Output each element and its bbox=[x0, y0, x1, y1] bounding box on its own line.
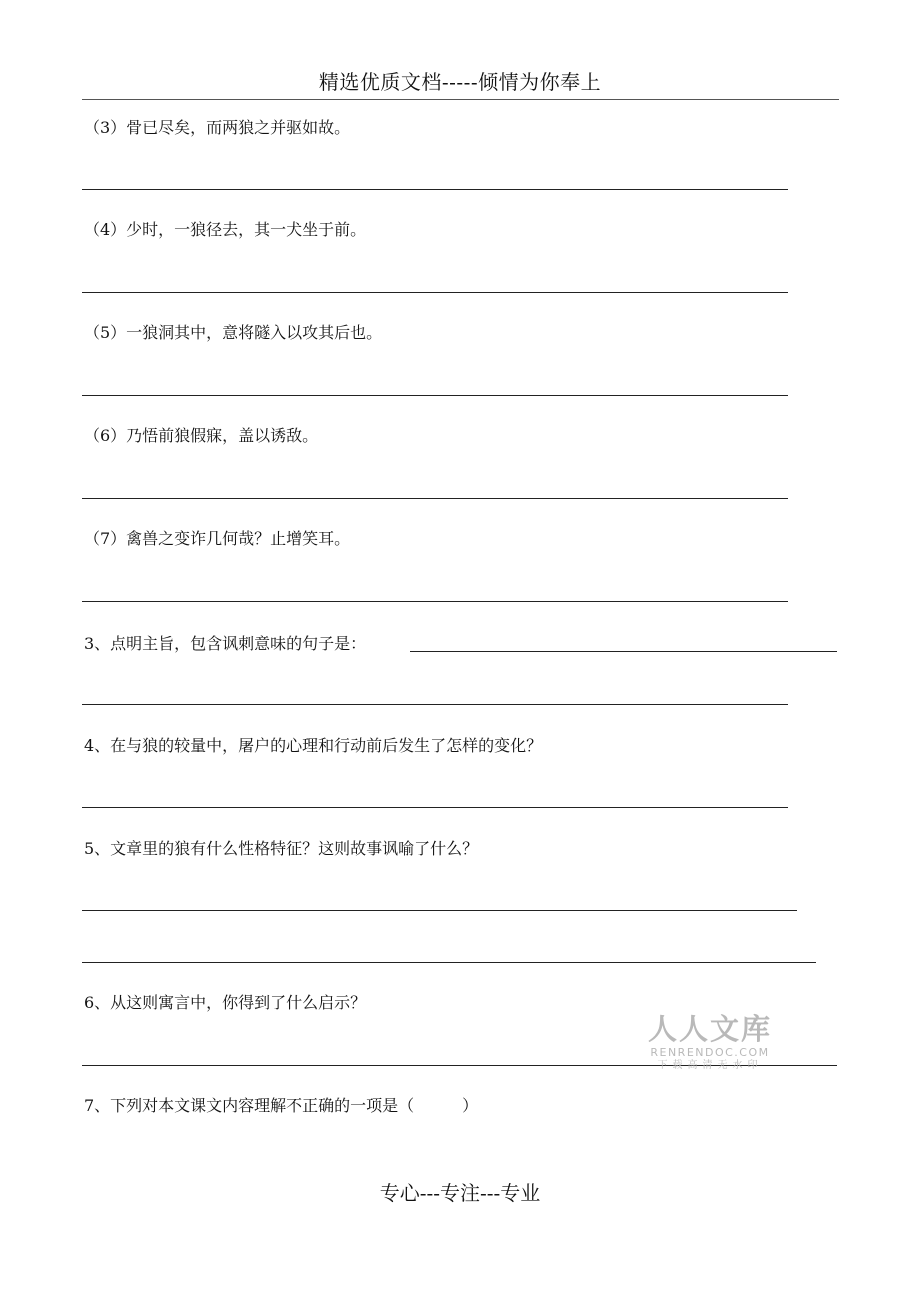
question-sentence-3: （3）骨已尽矣，而两狼之并驱如故。 bbox=[84, 118, 351, 137]
answer-line-sentence-6 bbox=[82, 498, 788, 499]
question-sentence-4: （4）少时，一狼径去，其一犬坐于前。 bbox=[84, 220, 367, 239]
question-4-butcher-change: 4、在与狼的较量中，屠户的心理和行动前后发生了怎样的变化？ bbox=[84, 736, 543, 755]
page-header-title: 精选优质文档-----倾情为你奉上 bbox=[318, 70, 602, 94]
watermark-logo-text: 人人文库 bbox=[647, 1012, 772, 1046]
question-7-multiple-choice: 7、下列对本文课文内容理解不正确的一项是（ ） bbox=[84, 1096, 479, 1115]
answer-line-sentence-5 bbox=[82, 395, 788, 396]
question-sentence-6: （6）乃悟前狼假寐，盖以诱敌。 bbox=[84, 426, 319, 445]
question-6-lesson: 6、从这则寓言中，你得到了什么启示？ bbox=[84, 993, 367, 1012]
answer-line-q5-2 bbox=[82, 962, 816, 963]
answer-line-q5-1 bbox=[82, 910, 797, 911]
answer-line-sentence-7 bbox=[82, 601, 788, 602]
question-3-theme: 3、点明主旨，包含讽刺意味的句子是： bbox=[84, 634, 367, 653]
question-sentence-5: （5）一狼洞其中，意将隧入以攻其后也。 bbox=[84, 323, 383, 342]
watermark-tagline: 下载高清无水印 bbox=[657, 1060, 763, 1071]
question-sentence-7: （7）禽兽之变诈几何哉？止增笑耳。 bbox=[84, 529, 351, 548]
answer-line-sentence-4 bbox=[82, 292, 788, 293]
watermark-domain: RENRENDOC.COM bbox=[650, 1046, 770, 1059]
answer-line-sentence-3 bbox=[82, 189, 788, 190]
watermark-logo bbox=[647, 1012, 773, 1073]
answer-line-q4 bbox=[82, 807, 788, 808]
header-divider bbox=[82, 99, 839, 100]
answer-line-q3 bbox=[82, 704, 788, 705]
question-5-wolf-traits: 5、文章里的狼有什么性格特征？这则故事讽喻了什么？ bbox=[84, 839, 479, 858]
answer-blank-inline-q3 bbox=[410, 651, 837, 652]
page-footer: 专心---专注---专业 bbox=[379, 1181, 541, 1205]
